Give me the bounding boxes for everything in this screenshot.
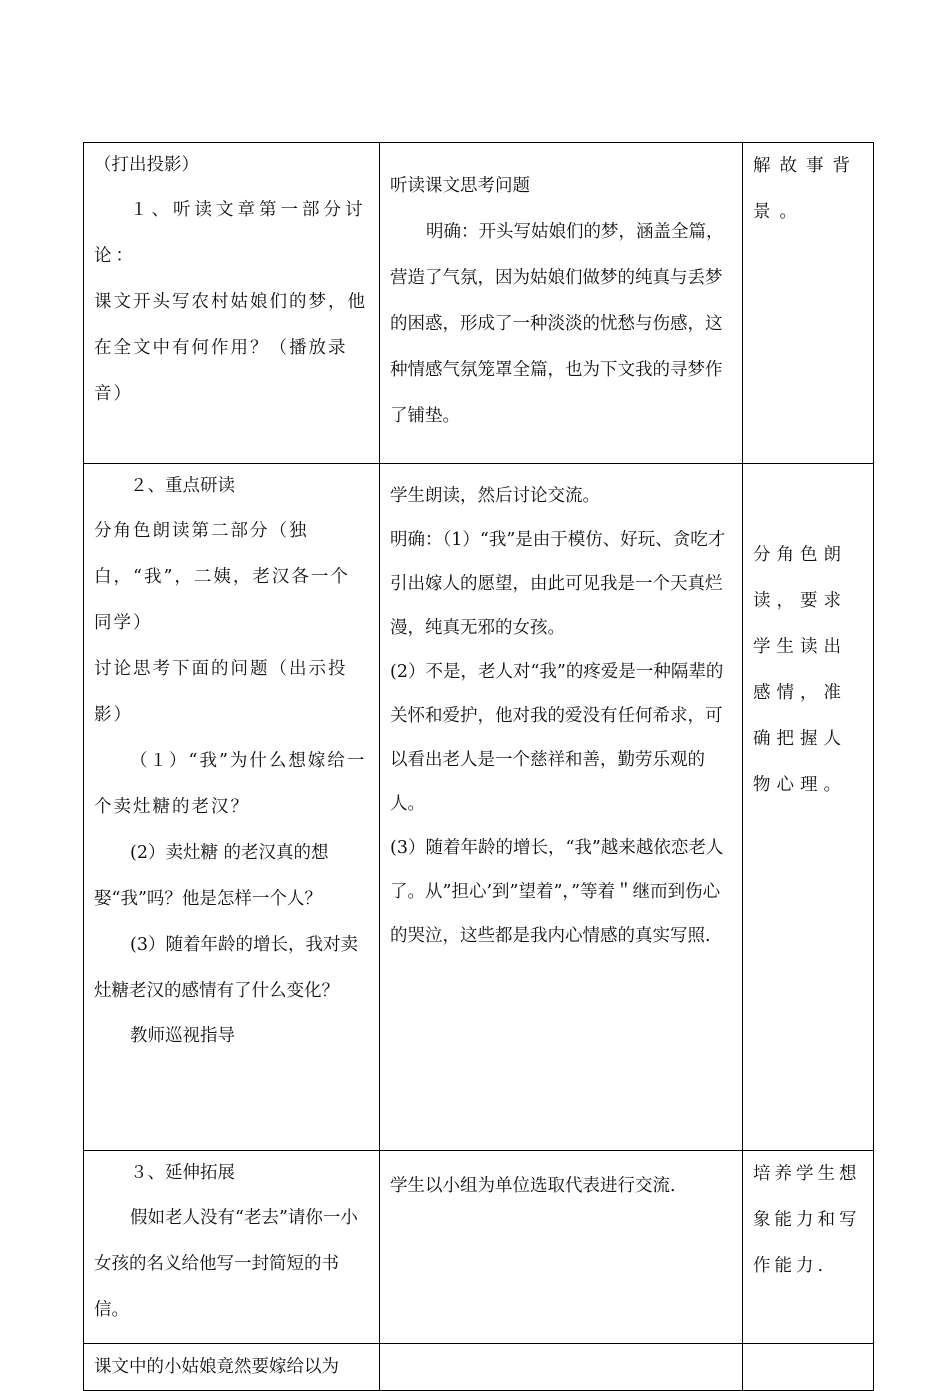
cell-text: 分角色朗读，要求学生读出感情，准确把握人物心理。 xyxy=(753,545,847,795)
teacher-activity-cell xyxy=(84,464,380,1151)
cell-text: (3）随着年龄的增长，“我”越来越依恋老人了。从”担心’到”望着”，”等着＂继而到伤心的哭泣，这些都是我内心情感的真实写照. xyxy=(390,838,724,946)
student-activity-cell xyxy=(380,1151,743,1344)
cell-text: （打出投影） xyxy=(94,155,199,175)
cell-text: 解故事背景。 xyxy=(753,156,859,222)
cell-text: 明确：（1）“我”是由于模仿、好玩、贪吃才引出嫁人的愿望，由此可见我是一个天真烂漫，纯真无邪的女孩。 xyxy=(390,530,726,638)
cell-text: 学生以小组为单位选取代表进行交流. xyxy=(390,1176,676,1196)
cell-text: (2）卖灶糖 的老汉真的想娶“我”吗？他是怎样一个人？ xyxy=(94,843,329,909)
cell-text: 课文中的小姑娘竟然要嫁给以为 xyxy=(94,1357,339,1377)
cell-text: ３、延伸拓展 xyxy=(130,1163,235,1183)
design-intent-cell xyxy=(743,464,874,1151)
cell-text: (3）随着年龄的增长，我对卖灶糖老汉的感情有了什么变化？ xyxy=(94,935,358,1001)
table-row xyxy=(84,143,874,464)
cell-text: 分角色朗读第二部分（独白，“我”，二姨，老汉各一个同学） xyxy=(94,521,350,633)
cell-text: 课文开头写农村姑娘们的梦，他在全文中有何作用？（播放录音） xyxy=(94,292,367,404)
cell-text: 假如老人没有“老去”请你一小女孩的名义给他写一封简短的书信。 xyxy=(94,1208,358,1320)
cell-text: (2）不是，老人对“我”的疼爱是一种隔辈的关怀和爱护，他对我的爱没有任何希求，可以看出老人是一个慈祥和善，勤劳乐观的人。 xyxy=(390,662,724,814)
cell-text: 学生朗读，然后讨论交流。 xyxy=(390,486,600,506)
student-activity-cell xyxy=(380,1344,743,1391)
cell-text: 讨论思考下面的问题（出示投影） xyxy=(94,659,348,725)
table-row xyxy=(84,464,874,1151)
teacher-activity-cell xyxy=(84,143,380,464)
teacher-activity-cell xyxy=(84,1344,380,1391)
cell-text: 明确：开头写姑娘们的梦，涵盖全篇，营造了气氛，因为姑娘们做梦的纯真与丢梦的困惑，形成了一种淡淡的忧愁与伤感，这种情感气氛笼罩全篇，也为下文我的寻梦作了铺垫。 xyxy=(390,222,724,426)
cell-text: 培养学生想象能力和写作能力. xyxy=(753,1164,861,1276)
design-intent-cell xyxy=(743,1344,874,1391)
table-row xyxy=(84,1151,874,1344)
cell-text: 听读课文思考问题 xyxy=(390,176,530,196)
cell-text: （１）“我”为什么想嫁给一个卖灶糖的老汉？ xyxy=(94,751,367,817)
student-activity-cell xyxy=(380,464,743,1151)
cell-text: １、听读文章第一部分讨论： xyxy=(94,200,367,266)
design-intent-cell xyxy=(743,143,874,464)
table-row xyxy=(84,1344,874,1391)
teacher-activity-cell xyxy=(84,1151,380,1344)
student-activity-cell xyxy=(380,143,743,464)
cell-text: ２、重点研读 xyxy=(130,476,235,496)
lesson-plan-table xyxy=(83,142,874,1391)
design-intent-cell xyxy=(743,1151,874,1344)
cell-text: 教师巡视指导 xyxy=(130,1026,235,1046)
